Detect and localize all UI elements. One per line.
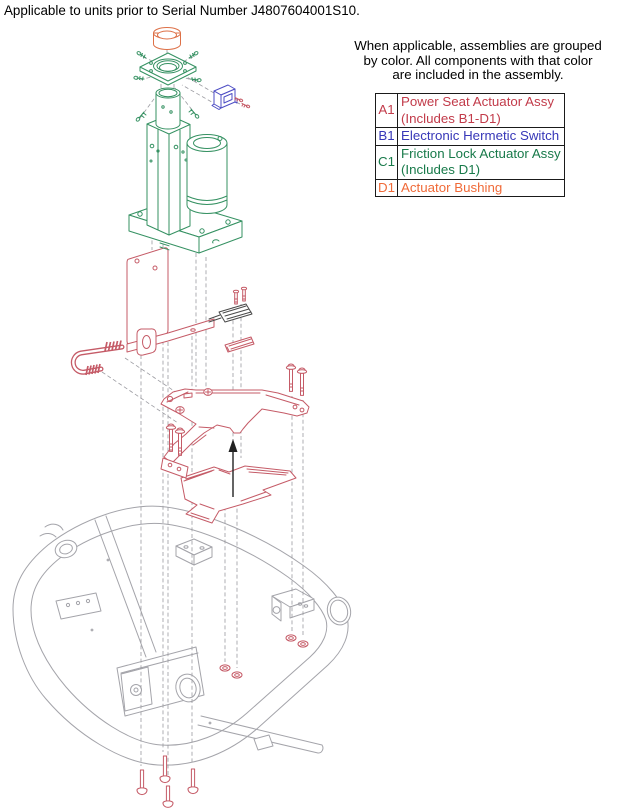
legend-code-c1: C1 [376,145,398,179]
frame-foot [254,735,273,750]
page-title: Applicable to units prior to Serial Number J4807604001S10. [4,3,360,18]
legend-desc-c1: Friction Lock Actuator Assy (Includes D1) [398,145,565,179]
legend-desc-a1: Power Seat Actuator Assy (Includes B1-D1) [398,94,565,128]
u-bolt [73,341,122,376]
legend-code-b1: B1 [376,128,398,146]
legend-desc-d1: Actuator Bushing [398,179,565,197]
note-line-3: are included in the assembly. [392,67,564,83]
hermetic-switch [212,85,250,110]
legend-code-d1: D1 [376,179,398,197]
frame-assembly [13,506,354,765]
actuator-shield-plate [127,248,214,355]
note-line-1: When applicable, assemblies are grouped [354,38,602,53]
actuator-bushing [154,28,181,50]
friction-lock-actuator [129,51,242,253]
note-line-2: by color. All components with that color [363,52,593,68]
actuator-extension-tube [156,88,180,129]
legend-code-a1: A1 [376,94,398,128]
cable-clamp [209,304,254,352]
frame-pivot-bracket [121,667,152,711]
legend-desc-b1: Electronic Hermetic Switch [398,128,565,146]
friction-lock-plate [140,53,196,85]
floor-reinforcement-plate [181,466,296,523]
actuator-motor [187,135,227,214]
clamp-screws [233,287,246,304]
